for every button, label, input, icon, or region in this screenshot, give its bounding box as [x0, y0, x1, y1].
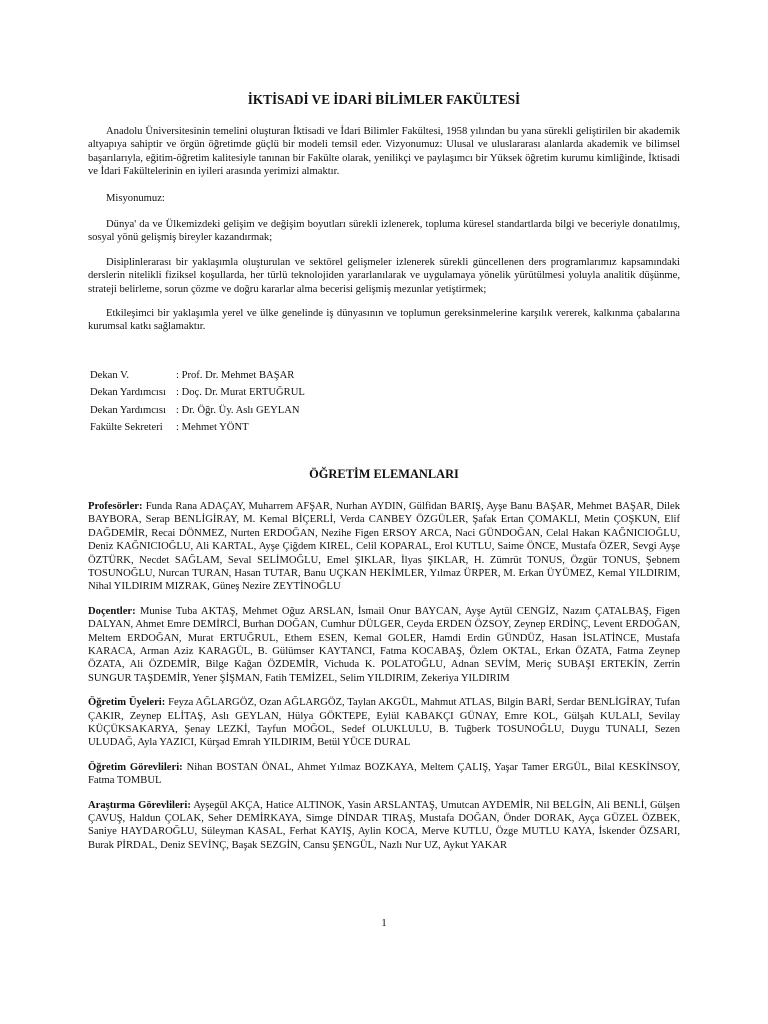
staff-group-label: Öğretim Üyeleri: [88, 697, 166, 709]
staff-group-label: Araştırma Görevlileri: [88, 799, 191, 811]
intro-paragraph: Anadolu Üniversitesinin temelini oluşturan İktisadi ve İdari Bilimler Fakültesi, 1958 yılından bu yana sürekli geliştirilen bir akademik altyapıya sahiptir ve örgün öğretimde güçlü bir modeli temsil eder. Vizyonumuz: Ulusal ve uluslararası alanlarda akademik ve bilimsel başarılarıyla, eğitim-öğretim kalitesiyle tanınan bir Fakülte olarak, yenilikçi ve paylaşımcı bir Yüksek öğretim kurumu kimliğinde, İktisadi ve İdari Fakültelerinin en iyileri arasında yerimizi almaktır. [88, 126, 680, 178]
admin-role: Dekan Yardımcısı [90, 387, 166, 399]
admin-role: Dekan Yardımcısı [90, 404, 166, 416]
mission-paragraph-1: Dünya' da ve Ülkemizdeki gelişim ve değişim boyutları sürekli izlenerek, topluma küresel standartlarda bilgi ve beceriyle donatılmış, sosyal yönü gelişmiş bireyler kazandırmak; [88, 219, 680, 244]
admin-role: Dekan V. [90, 369, 130, 381]
admin-role: Fakülte Sekreteri [90, 422, 163, 434]
admin-row [90, 402, 680, 420]
staff-group-professors [88, 500, 680, 594]
staff-group-names: Funda Rana ADAÇAY, Muharrem AFŞAR, Nurhan AYDIN, Gülfidan BARIŞ, Ayşe Banu BAŞAR, Mehmet BAŞAR, Dilek BAYBORA, Serap BENLİGİRAY, M. Kemal BİÇERLİ, Verda CANBEY ÖZGÜLER, Şafak Ertan ÇOMAKLI, Metin ÇOŞKUN, Elif DAĞDEMİR, Recai DÖNMEZ, Nurten ERDOĞAN, Nezihe Figen ERSOY ARCA, Naci GÜNDOĞAN, Celal Hakan KAĞNICIOĞLU, Deniz KAĞNICIOĞLU, Ali KARTAL, Ayşe Çiğdem KIREL, Celil KOPARAL, Erol KUTLU, Saime ÖNCE, Mustafa ÖZER, Sevgi Ayşe ÖZTÜRK, Necdet SAĞLAM, Seval SELİMOĞLU, Emel ŞIKLAR, İlyas ŞIKLAR, H. Zümrüt TONUS, Özgür TONUS, Şebnem TOSUNOĞLU, Nurcan TURAN, Hasan TUTAR, Banu UÇKAN HEKİMLER, Yılmaz ÜRPER, M. Erkan ÜYÜMEZ, Kemal YILDIRIM, Nihal YILDIRIM MIZRAK, Güneş Nezire ZEYTİNOĞLU [88, 500, 680, 593]
mission-label: Misyonumuz: [106, 192, 165, 204]
staff-group-lecturers [88, 761, 680, 788]
staff-group-label: Profesörler: [88, 500, 143, 512]
mission-paragraph-2: Disiplinlerarası bir yaklaşımla oluşturulan ve sektörel gelişmeler izlenerek sürekli güncellenen ders programlarımız kapsamındaki derslerin nitelikli fiziksel koşullarda, her türlü teknolojiden yararlanılarak ve uygulamaya yönelik yürütülmesi yoluyla analitik düşünme, strateji belirleme, sorun çözme ve doğru kararlar alma becerisi gelişmiş mezunlar yetiştirmek; [88, 256, 680, 295]
staff-group-associate-professors [88, 605, 680, 685]
administration-list [90, 367, 680, 437]
admin-row [90, 367, 680, 385]
admin-name: : Dr. Öğr. Üy. Aslı GEYLAN [176, 404, 300, 416]
staff-group-names: Nihan BOSTAN ÖNAL, Ahmet Yılmaz BOZKAYA, Meltem ÇALIŞ, Yaşar Tamer ERGÜL, Bilal KESKİNSOY, Fatma TOMBUL [88, 761, 681, 787]
mission-paragraph-3: Etkileşimci bir yaklaşımla yerel ve ülke genelinde iş dünyasının ve toplumun gereksinmelerine karşılık vererek, kalkınma çabalarına kurumsal katkı sağlamaktır. [88, 308, 680, 333]
page-title: İKTİSADİ VE İDARİ BİLİMLER FAKÜLTESİ [247, 92, 521, 107]
staff-group-names: Munise Tuba AKTAŞ, Mehmet Oğuz ARSLAN, İsmail Onur BAYCAN, Ayşe Aytül CENGİZ, Nazım ÇATALBAŞ, Figen DALYAN, Ahmet Emre DEMİRCİ, Burhan DOĞAN, Cumhur DÜLGER, Ceyda ERDEN ÖZSOY, Zeynep ERDİNÇ, Levent ERDOĞAN, Meltem ERDOĞAN, Murat ERTUĞRUL, Ethem ESEN, Kemal GOLER, Hamdi Erdin GÜNDÜZ, Hasan İSLATİNCE, Mustafa KARACA, Arman Aziz KARAGÜL, B. Gülümser KAYTANCI, Fatma KOCABAŞ, Özlem OKTAL, Erkan ÖZATA, Fatma Zeynep ÖZATA, Ali ÖZDEMİR, Bilge Kağan ÖZDEMİR, Vichuda K. POLATOĞLU, Adnan SEVİM, Meriç SUBAŞI ERTEKİN, Zerrin SUNGUR TAŞDEMİR, Yener ŞİŞMAN, Fatih TEMİZEL, Selim YILDIRIM, Zekeriya YILDIRIM [88, 605, 680, 684]
document-page [88, 92, 680, 863]
staff-group-names: Feyza AĞLARGÖZ, Ozan AĞLARGÖZ, Taylan AKGÜL, Mahmut ATLAS, Bilgin BARİ, Serdar BENLİGİRAY, Tufan ÇAKIR, Zeynep ELİTAŞ, Aslı GEYLAN, Hülya GÖKTEPE, Eylül KABAKÇI GÜNAY, Emre KOL, Gülşah KULALI, Sevilay KÜÇÜKSAKARYA, Şenay LEZKİ, Tayfun MOĞOL, Sedef OLUKLULU, B. Tuğberk TOSUNOĞLU, Duygu TUNALI, Sezen ULUDAĞ, Ayla YAZICI, Kürşad Emrah YILDIRIM, Betül YÜCE DURAL [88, 697, 681, 749]
admin-row [90, 384, 680, 402]
staff-group-label: Öğretim Görevlileri: [88, 761, 183, 773]
admin-name: : Prof. Dr. Mehmet BAŞAR [176, 369, 295, 381]
staff-group-faculty-members [88, 696, 680, 750]
page-number: 1 [381, 917, 387, 929]
staff-group-label: Doçentler: [88, 605, 136, 617]
admin-name: : Mehmet YÖNT [176, 422, 249, 434]
staff-group-names: Ayşegül AKÇA, Hatice ALTINOK, Yasin ARSLANTAŞ, Umutcan AYDEMİR, Nil BELGİN, Ali BENLİ, Gülşen ÇAVUŞ, Haldun ÇOLAK, Seher DEMİRKAYA, Simge DİNDAR TIRAŞ, Mustafa DOĞAN, Önder DORAK, Ayça GÜZEL ÖZBEK, Saniye HAYDAROĞLU, Süleyman KASAL, Ferhat KAYIŞ, Aylin KOCA, Merve KUTLU, Özge MUTLU KAYA, İskender ÖZSARI, Burak PİRDAL, Deniz SEVİNÇ, Başak SEZGİN, Cansu ŞENGÜL, Nazlı Nur UZ, Aykut YAKAR [88, 799, 680, 851]
admin-row [90, 419, 680, 437]
staff-group-research-assistants [88, 799, 680, 853]
admin-name: : Doç. Dr. Murat ERTUĞRUL [176, 387, 305, 399]
staff-section-title: ÖĞRETİM ELEMANLARI [309, 466, 459, 481]
